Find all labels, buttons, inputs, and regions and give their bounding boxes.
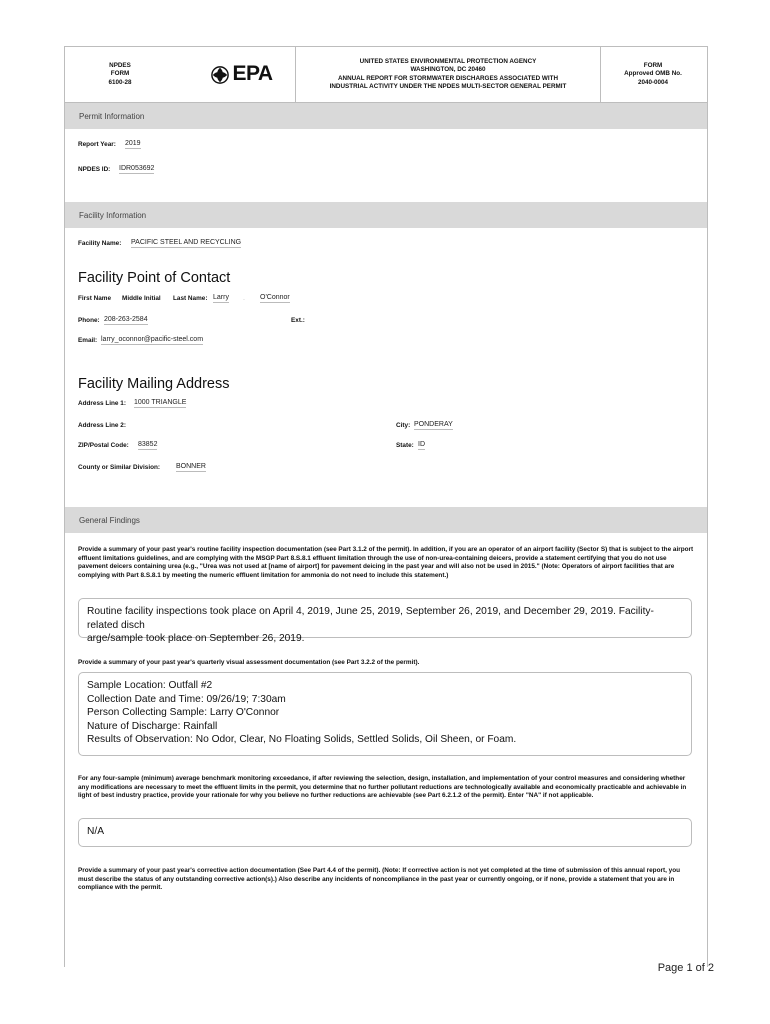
city-label: City: [396, 422, 411, 429]
page-number: Page 1 of 2 [657, 962, 714, 974]
facility-name-label: Facility Name: [78, 240, 122, 247]
answer-visual-assessment[interactable]: Sample Location: Outfall #2 Collection Date and Time: 09/26/19; 7:30am Person Collecting Sample: Larry O'Connor Nature of Discharge: Rainfall Results of Observation: No Odor, Clear, No Floating Solids, Settled Solids, Oil Sheen, or Foam. [78, 672, 692, 756]
epa-logo [175, 47, 295, 102]
contact-heading: Facility Point of Contact [78, 270, 231, 286]
npdes-id-label: NPDES ID: [78, 166, 111, 173]
question-routine-inspection: Provide a summary of your past year's routine facility inspection documentation (see Part 3.1.2 of the permit). In addition, if you are an operator of an airport facility (Sector S) that is subject to the airport effluent limitations guidelines, and are complying with the MSGP Part 8.S.8.1 effluent limitation through the use of non-urea-containing deicers, provide a statement certifying that you do not use pavement deicers containing urea (e.g., "Urea was not used at [name of airport] for pavement deicing in the past year and will also not be used in 2015." (Note: Operators of airport facilities that are complying with Part 8.S.8.1 by meeting the numeric effluent limitation for ammonia do not need to include this statement.) [78, 546, 694, 579]
zip-label: ZIP/Postal Code: [78, 442, 129, 449]
zip-value: 83852 [138, 441, 158, 448]
agency-line: UNITED STATES ENVIRONMENTAL PROTECTION AGENCY [359, 57, 537, 65]
agency-line: INDUSTRIAL ACTIVITY UNDER THE NPDES MULTI-SECTOR GENERAL PERMIT [329, 83, 567, 90]
npdes-id-value: IDR053692 [119, 165, 155, 172]
address1-value: 1000 TRIANGLE [134, 399, 187, 406]
county-label: County or Similar Division: [78, 464, 161, 471]
city-value: PONDERAY [414, 421, 453, 428]
question-visual-assessment: Provide a summary of your past year's quarterly visual assessment documentation (see Part 3.2.2 of the permit). [78, 659, 420, 666]
form-id-line: 6100-28 [108, 78, 132, 86]
form-id-block [65, 47, 175, 102]
middle-initial-value: . [243, 295, 245, 302]
phone-value: 208-263-2584 [104, 316, 148, 323]
approval-line: 2040-0004 [637, 78, 669, 86]
approval-line: Approved OMB No. [624, 70, 682, 78]
state-label: State: [396, 442, 414, 449]
section-facility-information: Facility Information [65, 202, 707, 228]
report-year-value: 2019 [125, 140, 141, 147]
epa-flower-icon [211, 66, 229, 84]
section-permit-information: Permit Information [65, 103, 707, 129]
form-id-line: FORM [110, 70, 130, 78]
middle-initial-label: Middle Initial [122, 295, 161, 302]
mailing-heading: Facility Mailing Address [78, 376, 230, 392]
form-header [65, 47, 707, 103]
form-id-line: NPDES [109, 61, 131, 69]
agency-title-block [295, 47, 601, 102]
epa-logo-text: EPA [232, 62, 273, 86]
last-name-label: Last Name: [173, 295, 208, 302]
answer-benchmark-exceedance[interactable]: N/A [78, 818, 692, 847]
facility-name-value: PACIFIC STEEL AND RECYCLING [131, 239, 242, 246]
question-corrective-action: Provide a summary of your past year's corrective action documentation (See Part 4.4 of the permit). (Note: If corrective action is not yet completed at the time of submission of this annual report, you must describe the status of any outstanding corrective action(s).) Also describe any incidents of noncompliance in the past year or currently ongoing, or if none, provide a statement that you are in compliance with the permit. [78, 867, 681, 892]
agency-line: WASHINGTON, DC 20460 [410, 66, 486, 73]
email-label: Email: [78, 337, 98, 344]
approval-line: FORM [643, 61, 663, 69]
answer-routine-inspection[interactable]: Routine facility inspections took place on April 4, 2019, June 25, 2019, September 26, 2019, and December 29, 2019. Facility-related disch arge/sample took place on September 26, 2019. [78, 598, 692, 638]
address1-label: Address Line 1: [78, 400, 126, 407]
section-general-findings: General Findings [65, 507, 707, 533]
form-page [64, 46, 708, 967]
ext-label: Ext.: [291, 317, 305, 324]
last-name-value: O'Connor [260, 294, 290, 301]
phone-label: Phone: [78, 317, 100, 324]
question-benchmark-exceedance: For any four-sample (minimum) average benchmark monitoring exceedance, if after reviewing the selection, design, installation, and implementation of your control measures and considering whether any modifications are necessary to meet the effluent limits in the permit, you determine that no further pollutant reductions are technologically available and economically practicable and achievable in light of best industry practice, provide your rationale for why you believe no further reductions are achievable (see Part 6.2.1.2 of the permit). Enter "NA" if not applicable. [78, 775, 687, 800]
address2-label: Address Line 2: [78, 422, 126, 429]
state-value: ID [418, 441, 425, 448]
report-year-label: Report Year: [78, 141, 116, 148]
email-value: larry_oconnor@pacific-steel.com [101, 336, 204, 343]
agency-line: ANNUAL REPORT FOR STORMWATER DISCHARGES ASSOCIATED WITH [337, 74, 559, 82]
first-name-label: First Name [78, 295, 112, 302]
first-name-value: Larry [213, 294, 229, 301]
county-value: BONNER [176, 463, 206, 470]
omb-approval-block [599, 47, 707, 102]
